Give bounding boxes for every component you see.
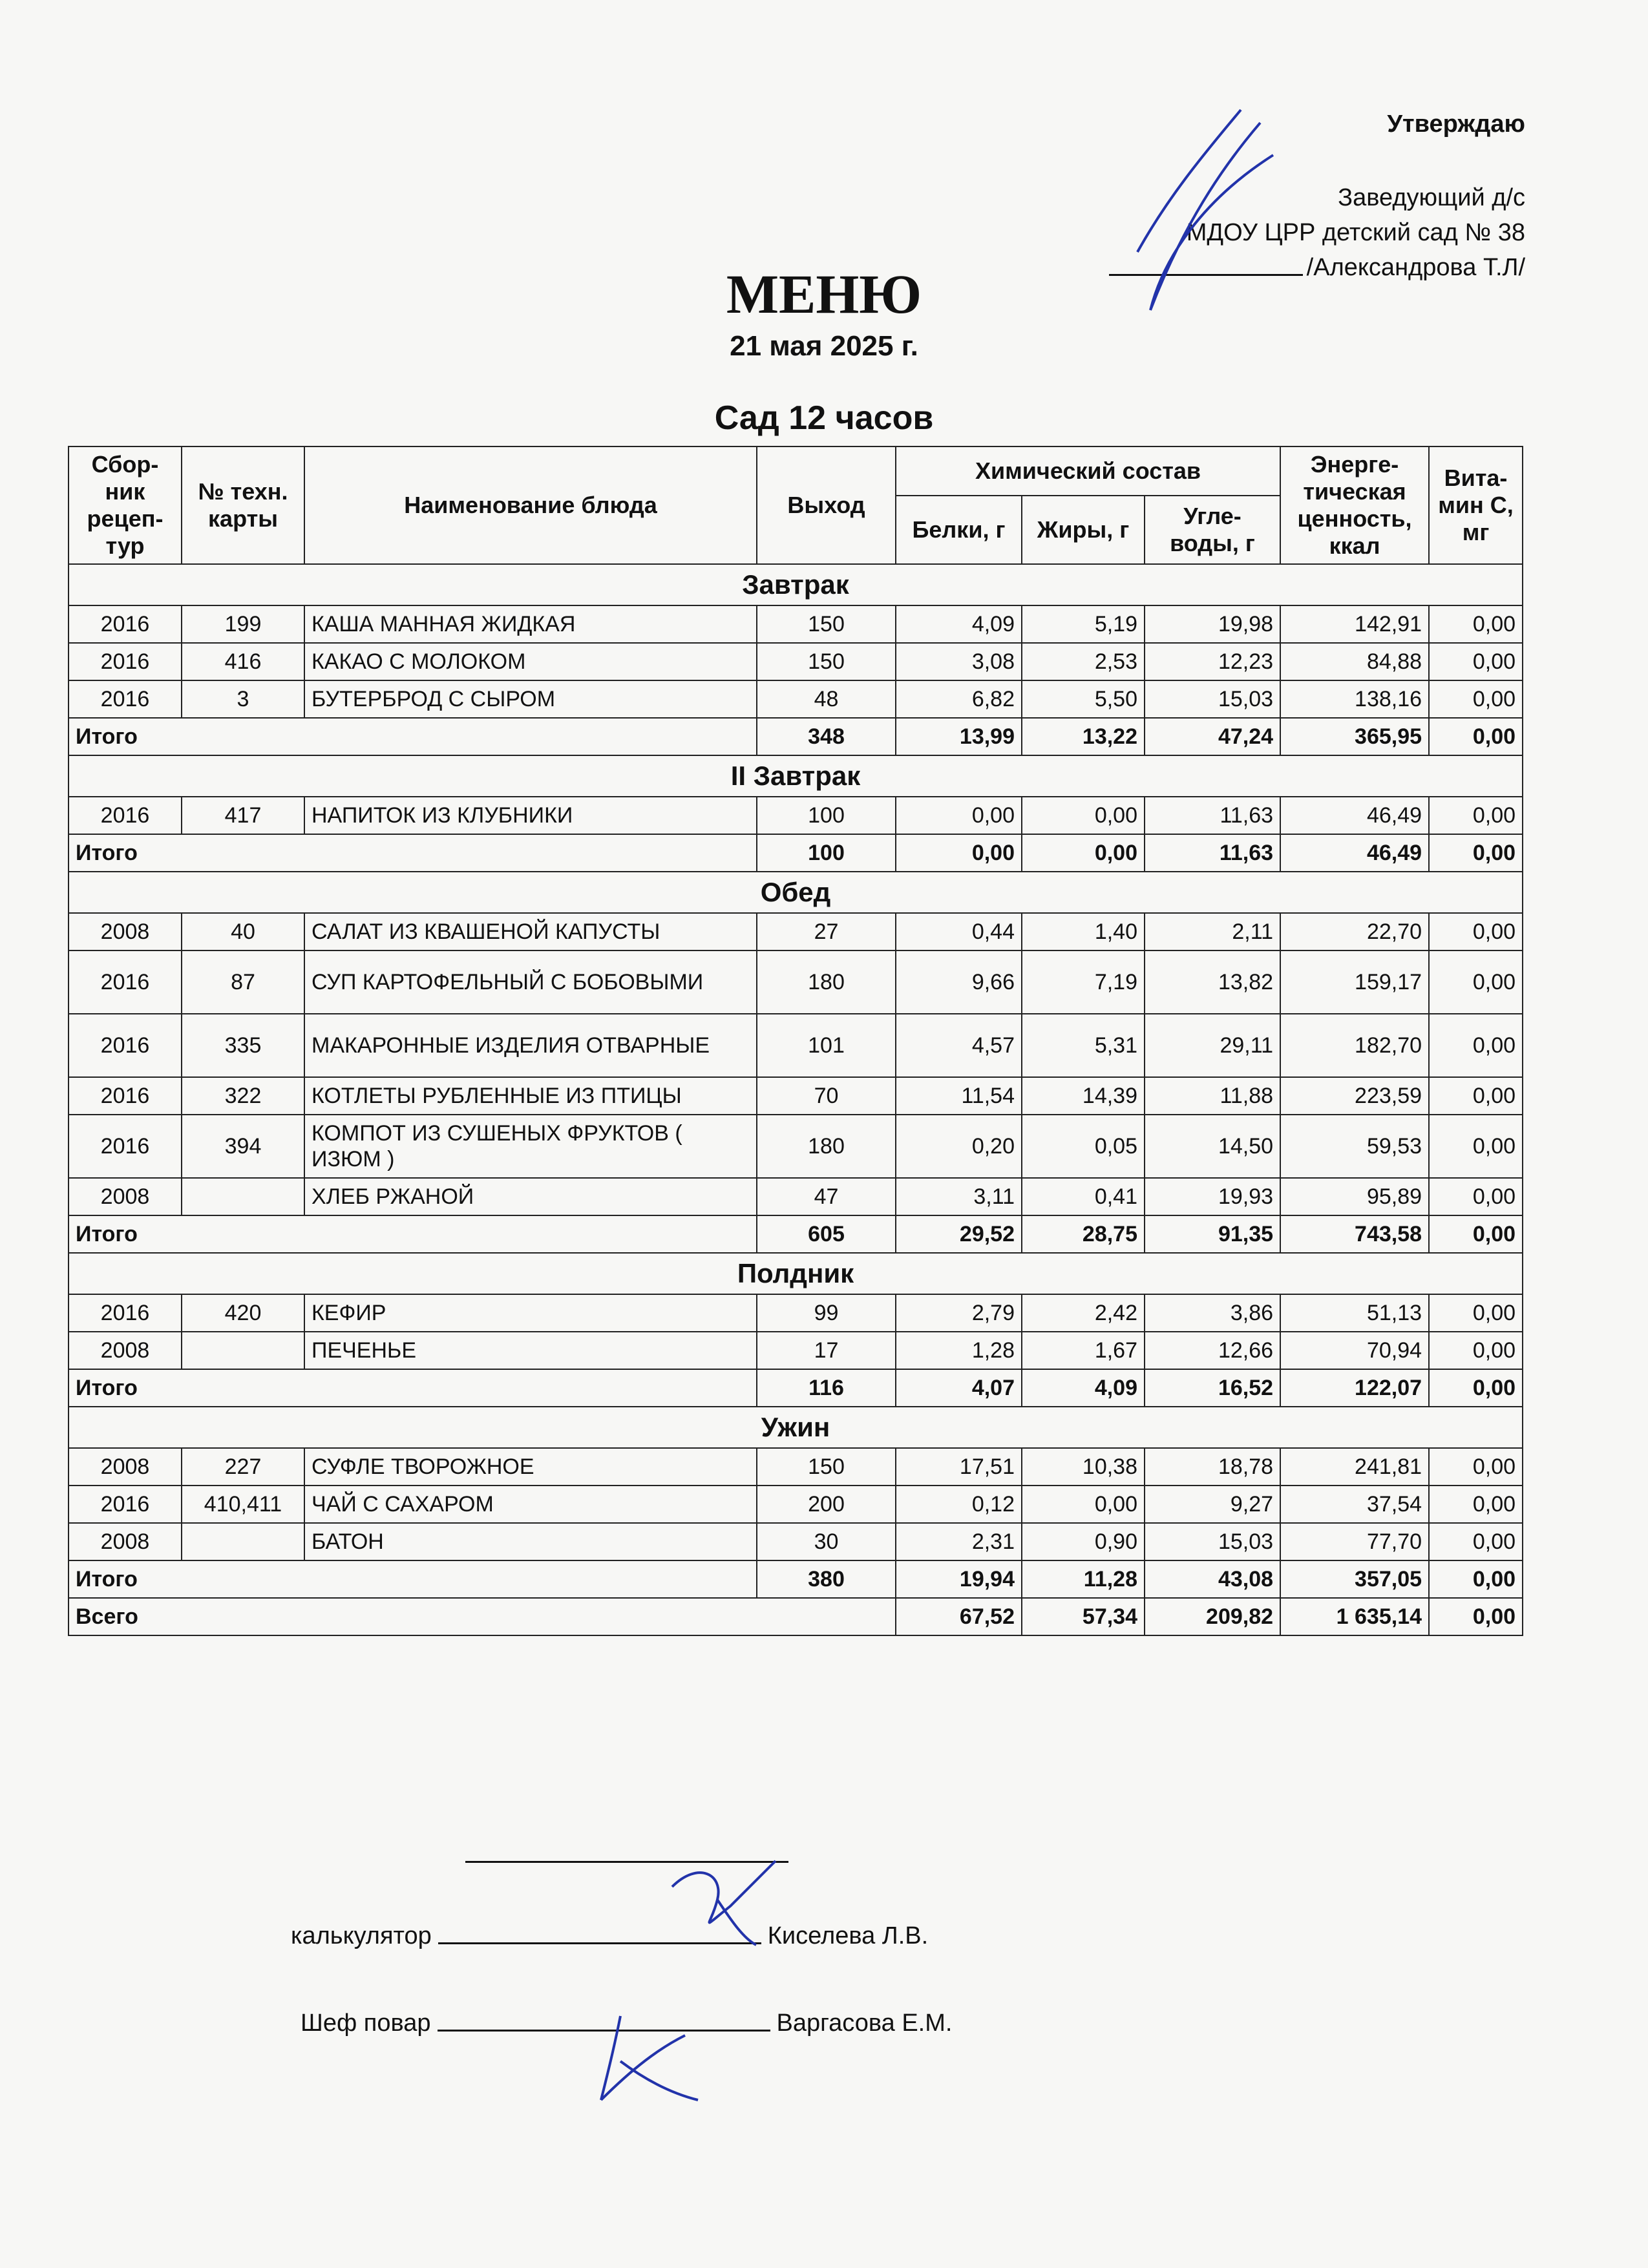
collection-cell: 2016 xyxy=(69,1077,182,1115)
card-number-cell: 322 xyxy=(182,1077,304,1115)
collection-cell: 2016 xyxy=(69,1486,182,1523)
menu-date: 21 мая 2025 г. xyxy=(730,330,918,362)
fat-cell: 0,90 xyxy=(1022,1523,1145,1560)
grand-total-vitamin-cell: 0,00 xyxy=(1429,1598,1523,1635)
energy-cell: 182,70 xyxy=(1280,1014,1429,1077)
table-row xyxy=(69,680,1523,718)
meal-header-row xyxy=(69,872,1523,913)
total-label: Итого xyxy=(69,1215,757,1253)
collection-cell: 2016 xyxy=(69,643,182,680)
fat-cell: 0,00 xyxy=(1022,1486,1145,1523)
yield-cell: 150 xyxy=(757,643,896,680)
table-row xyxy=(69,1178,1523,1215)
total-fat-cell: 4,09 xyxy=(1022,1369,1145,1407)
protein-cell: 4,57 xyxy=(896,1014,1022,1077)
total-protein-cell: 4,07 xyxy=(896,1369,1022,1407)
vitamin-cell: 0,00 xyxy=(1429,680,1523,718)
carbs-cell: 29,11 xyxy=(1145,1014,1280,1077)
protein-cell: 11,54 xyxy=(896,1077,1022,1115)
collection-cell: 2008 xyxy=(69,1523,182,1560)
fat-cell: 7,19 xyxy=(1022,950,1145,1014)
protein-cell: 0,20 xyxy=(896,1115,1022,1178)
fat-cell: 1,40 xyxy=(1022,913,1145,950)
total-row xyxy=(69,1215,1523,1253)
grand-total-row xyxy=(69,1598,1523,1635)
card-number-cell: 335 xyxy=(182,1014,304,1077)
energy-cell: 241,81 xyxy=(1280,1448,1429,1486)
dish-name-cell: КАКАО С МОЛОКОМ xyxy=(304,643,757,680)
header-vitamin: Вита-мин С, мг xyxy=(1429,446,1523,564)
energy-cell: 84,88 xyxy=(1280,643,1429,680)
carbs-cell: 11,63 xyxy=(1145,797,1280,834)
calculator-signature xyxy=(659,1848,801,1951)
meal-title: Ужин xyxy=(69,1407,1523,1448)
total-fat-cell: 0,00 xyxy=(1022,834,1145,872)
grand-total-label: Всего xyxy=(69,1598,896,1635)
approval-organization: МДОУ ЦРР детский сад № 38 xyxy=(1186,219,1525,246)
total-label: Итого xyxy=(69,834,757,872)
fat-cell: 2,53 xyxy=(1022,643,1145,680)
vitamin-cell: 0,00 xyxy=(1429,950,1523,1014)
total-row xyxy=(69,1369,1523,1407)
protein-cell: 2,79 xyxy=(896,1294,1022,1332)
total-energy-cell: 46,49 xyxy=(1280,834,1429,872)
dish-name-cell: НАПИТОК ИЗ КЛУБНИКИ xyxy=(304,797,757,834)
fat-cell: 1,67 xyxy=(1022,1332,1145,1369)
card-number-cell: 417 xyxy=(182,797,304,834)
chef-name: Варгасова Е.М. xyxy=(776,2010,953,2037)
total-protein-cell: 19,94 xyxy=(896,1560,1022,1598)
table-row xyxy=(69,913,1523,950)
group-name: Сад 12 часов xyxy=(714,399,934,437)
carbs-cell: 11,88 xyxy=(1145,1077,1280,1115)
card-number-cell: 420 xyxy=(182,1294,304,1332)
carbs-cell: 19,98 xyxy=(1145,605,1280,643)
card-number-cell: 3 xyxy=(182,680,304,718)
chef-signature xyxy=(582,2010,711,2106)
yield-cell: 70 xyxy=(757,1077,896,1115)
energy-cell: 70,94 xyxy=(1280,1332,1429,1369)
header-collection: Сбор-ник рецеп-тур xyxy=(69,446,182,564)
table-row xyxy=(69,605,1523,643)
yield-cell: 180 xyxy=(757,1115,896,1178)
protein-cell: 3,08 xyxy=(896,643,1022,680)
protein-cell: 1,28 xyxy=(896,1332,1022,1369)
collection-cell: 2008 xyxy=(69,1332,182,1369)
carbs-cell: 3,86 xyxy=(1145,1294,1280,1332)
yield-cell: 48 xyxy=(757,680,896,718)
vitamin-cell: 0,00 xyxy=(1429,1178,1523,1215)
energy-cell: 77,70 xyxy=(1280,1523,1429,1560)
total-carbs-cell: 43,08 xyxy=(1145,1560,1280,1598)
carbs-cell: 9,27 xyxy=(1145,1486,1280,1523)
dish-name-cell: ПЕЧЕНЬЕ xyxy=(304,1332,757,1369)
card-number-cell: 87 xyxy=(182,950,304,1014)
dish-name-cell: МАКАРОННЫЕ ИЗДЕЛИЯ ОТВАРНЫЕ xyxy=(304,1014,757,1077)
collection-cell: 2016 xyxy=(69,605,182,643)
total-vitamin-cell: 0,00 xyxy=(1429,1369,1523,1407)
fat-cell: 0,05 xyxy=(1022,1115,1145,1178)
energy-cell: 51,13 xyxy=(1280,1294,1429,1332)
table-row xyxy=(69,797,1523,834)
total-energy-cell: 357,05 xyxy=(1280,1560,1429,1598)
protein-cell: 2,31 xyxy=(896,1523,1022,1560)
vitamin-cell: 0,00 xyxy=(1429,1115,1523,1178)
dish-name-cell: КОТЛЕТЫ РУБЛЕННЫЕ ИЗ ПТИЦЫ xyxy=(304,1077,757,1115)
fat-cell: 10,38 xyxy=(1022,1448,1145,1486)
carbs-cell: 2,11 xyxy=(1145,913,1280,950)
total-label: Итого xyxy=(69,1560,757,1598)
fat-cell: 0,00 xyxy=(1022,797,1145,834)
table-row xyxy=(69,1448,1523,1486)
dish-name-cell: ХЛЕБ РЖАНОЙ xyxy=(304,1178,757,1215)
carbs-cell: 19,93 xyxy=(1145,1178,1280,1215)
total-protein-cell: 13,99 xyxy=(896,718,1022,755)
menu-table xyxy=(68,446,1523,1636)
collection-cell: 2016 xyxy=(69,950,182,1014)
carbs-cell: 12,23 xyxy=(1145,643,1280,680)
meal-header-row xyxy=(69,1253,1523,1294)
yield-cell: 47 xyxy=(757,1178,896,1215)
yield-cell: 200 xyxy=(757,1486,896,1523)
total-label: Итого xyxy=(69,1369,757,1407)
calculator-name: Киселева Л.В. xyxy=(767,1922,929,1949)
meal-title: Обед xyxy=(69,872,1523,913)
vitamin-cell: 0,00 xyxy=(1429,913,1523,950)
yield-cell: 99 xyxy=(757,1294,896,1332)
yield-cell: 17 xyxy=(757,1332,896,1369)
meal-title: Завтрак xyxy=(69,564,1523,605)
fat-cell: 5,31 xyxy=(1022,1014,1145,1077)
calculator-label: калькулятор xyxy=(291,1922,432,1949)
card-number-cell: 227 xyxy=(182,1448,304,1486)
total-yield-cell: 348 xyxy=(757,718,896,755)
energy-cell: 138,16 xyxy=(1280,680,1429,718)
energy-cell: 142,91 xyxy=(1280,605,1429,643)
vitamin-cell: 0,00 xyxy=(1429,1448,1523,1486)
vitamin-cell: 0,00 xyxy=(1429,1294,1523,1332)
yield-cell: 100 xyxy=(757,797,896,834)
total-protein-cell: 0,00 xyxy=(896,834,1022,872)
energy-cell: 37,54 xyxy=(1280,1486,1429,1523)
yield-cell: 27 xyxy=(757,913,896,950)
card-number-cell: 199 xyxy=(182,605,304,643)
collection-cell: 2008 xyxy=(69,1448,182,1486)
header-card: № техн. карты xyxy=(182,446,304,564)
dish-name-cell: САЛАТ ИЗ КВАШЕНОЙ КАПУСТЫ xyxy=(304,913,757,950)
vitamin-cell: 0,00 xyxy=(1429,605,1523,643)
table-row xyxy=(69,1115,1523,1178)
total-fat-cell: 13,22 xyxy=(1022,718,1145,755)
collection-cell: 2016 xyxy=(69,1115,182,1178)
dish-name-cell: СУФЛЕ ТВОРОЖНОЕ xyxy=(304,1448,757,1486)
header-energy: Энерге-тическая ценность, ккал xyxy=(1280,446,1429,564)
yield-cell: 150 xyxy=(757,1448,896,1486)
protein-cell: 9,66 xyxy=(896,950,1022,1014)
vitamin-cell: 0,00 xyxy=(1429,1486,1523,1523)
meal-title: II Завтрак xyxy=(69,755,1523,797)
total-row xyxy=(69,834,1523,872)
card-number-cell: 416 xyxy=(182,643,304,680)
header-yield: Выход xyxy=(757,446,896,564)
collection-cell: 2016 xyxy=(69,797,182,834)
total-vitamin-cell: 0,00 xyxy=(1429,1215,1523,1253)
total-yield-cell: 116 xyxy=(757,1369,896,1407)
table-row xyxy=(69,1294,1523,1332)
page-title: МЕНЮ xyxy=(726,263,922,325)
grand-total-energy-cell: 1 635,14 xyxy=(1280,1598,1429,1635)
carbs-cell: 18,78 xyxy=(1145,1448,1280,1486)
header-dish: Наименование блюда xyxy=(304,446,757,564)
table-row xyxy=(69,950,1523,1014)
table-row xyxy=(69,1077,1523,1115)
vitamin-cell: 0,00 xyxy=(1429,1077,1523,1115)
total-row xyxy=(69,718,1523,755)
yield-cell: 150 xyxy=(757,605,896,643)
total-protein-cell: 29,52 xyxy=(896,1215,1022,1253)
meal-title: Полдник xyxy=(69,1253,1523,1294)
grand-total-fat-cell: 57,34 xyxy=(1022,1598,1145,1635)
collection-cell: 2016 xyxy=(69,1294,182,1332)
yield-cell: 101 xyxy=(757,1014,896,1077)
energy-cell: 22,70 xyxy=(1280,913,1429,950)
fat-cell: 14,39 xyxy=(1022,1077,1145,1115)
meal-header-row xyxy=(69,564,1523,605)
table-row xyxy=(69,1332,1523,1369)
total-yield-cell: 605 xyxy=(757,1215,896,1253)
total-carbs-cell: 47,24 xyxy=(1145,718,1280,755)
vitamin-cell: 0,00 xyxy=(1429,1332,1523,1369)
protein-cell: 0,44 xyxy=(896,913,1022,950)
card-number-cell xyxy=(182,1523,304,1560)
grand-total-carbs-cell: 209,82 xyxy=(1145,1598,1280,1635)
meal-header-row xyxy=(69,755,1523,797)
protein-cell: 3,11 xyxy=(896,1178,1022,1215)
total-label: Итого xyxy=(69,718,757,755)
card-number-cell xyxy=(182,1178,304,1215)
total-carbs-cell: 11,63 xyxy=(1145,834,1280,872)
vitamin-cell: 0,00 xyxy=(1429,1523,1523,1560)
header-protein: Белки, г xyxy=(896,496,1022,564)
approval-position: Заведующий д/с xyxy=(1338,184,1525,211)
protein-cell: 4,09 xyxy=(896,605,1022,643)
collection-cell: 2016 xyxy=(69,680,182,718)
collection-cell: 2008 xyxy=(69,1178,182,1215)
dish-name-cell: КОМПОТ ИЗ СУШЕНЫХ ФРУКТОВ ( ИЗЮМ ) xyxy=(304,1115,757,1178)
protein-cell: 6,82 xyxy=(896,680,1022,718)
total-yield-cell: 380 xyxy=(757,1560,896,1598)
carbs-cell: 14,50 xyxy=(1145,1115,1280,1178)
header-chem: Химический состав xyxy=(896,446,1280,496)
energy-cell: 223,59 xyxy=(1280,1077,1429,1115)
fat-cell: 0,41 xyxy=(1022,1178,1145,1215)
dish-name-cell: СУП КАРТОФЕЛЬНЫЙ С БОБОВЫМИ xyxy=(304,950,757,1014)
fat-cell: 5,50 xyxy=(1022,680,1145,718)
collection-cell: 2016 xyxy=(69,1014,182,1077)
vitamin-cell: 0,00 xyxy=(1429,1014,1523,1077)
dish-name-cell: БУТЕРБРОД С СЫРОМ xyxy=(304,680,757,718)
yield-cell: 30 xyxy=(757,1523,896,1560)
fat-cell: 5,19 xyxy=(1022,605,1145,643)
table-row xyxy=(69,643,1523,680)
total-yield-cell: 100 xyxy=(757,834,896,872)
approval-heading: Утверждаю xyxy=(1387,110,1525,138)
vitamin-cell: 0,00 xyxy=(1429,797,1523,834)
meal-header-row xyxy=(69,1407,1523,1448)
total-carbs-cell: 16,52 xyxy=(1145,1369,1280,1407)
total-energy-cell: 365,95 xyxy=(1280,718,1429,755)
fat-cell: 2,42 xyxy=(1022,1294,1145,1332)
table-row xyxy=(69,1523,1523,1560)
protein-cell: 0,12 xyxy=(896,1486,1022,1523)
document-title-block xyxy=(0,262,1648,437)
total-carbs-cell: 91,35 xyxy=(1145,1215,1280,1253)
header-carbs: Угле-воды, г xyxy=(1145,496,1280,564)
total-fat-cell: 11,28 xyxy=(1022,1560,1145,1598)
total-vitamin-cell: 0,00 xyxy=(1429,718,1523,755)
vitamin-cell: 0,00 xyxy=(1429,643,1523,680)
dish-name-cell: КЕФИР xyxy=(304,1294,757,1332)
dish-name-cell: ЧАЙ С САХАРОМ xyxy=(304,1486,757,1523)
total-vitamin-cell: 0,00 xyxy=(1429,1560,1523,1598)
card-number-cell: 410,411 xyxy=(182,1486,304,1523)
carbs-cell: 13,82 xyxy=(1145,950,1280,1014)
table-row xyxy=(69,1486,1523,1523)
header-fat: Жиры, г xyxy=(1022,496,1145,564)
grand-total-protein-cell: 67,52 xyxy=(896,1598,1022,1635)
total-fat-cell: 28,75 xyxy=(1022,1215,1145,1253)
card-number-cell: 394 xyxy=(182,1115,304,1178)
total-vitamin-cell: 0,00 xyxy=(1429,834,1523,872)
protein-cell: 17,51 xyxy=(896,1448,1022,1486)
approval-name: /Александрова Т.Л/ xyxy=(1306,254,1525,281)
chef-label: Шеф повар xyxy=(301,2010,431,2037)
dish-name-cell: БАТОН xyxy=(304,1523,757,1560)
dish-name-cell: КАША МАННАЯ ЖИДКАЯ xyxy=(304,605,757,643)
card-number-cell xyxy=(182,1332,304,1369)
collection-cell: 2008 xyxy=(69,913,182,950)
carbs-cell: 15,03 xyxy=(1145,680,1280,718)
energy-cell: 159,17 xyxy=(1280,950,1429,1014)
total-energy-cell: 743,58 xyxy=(1280,1215,1429,1253)
protein-cell: 0,00 xyxy=(896,797,1022,834)
card-number-cell: 40 xyxy=(182,913,304,950)
total-energy-cell: 122,07 xyxy=(1280,1369,1429,1407)
carbs-cell: 15,03 xyxy=(1145,1523,1280,1560)
energy-cell: 95,89 xyxy=(1280,1178,1429,1215)
table-row xyxy=(69,1014,1523,1077)
total-row xyxy=(69,1560,1523,1598)
energy-cell: 46,49 xyxy=(1280,797,1429,834)
carbs-cell: 12,66 xyxy=(1145,1332,1280,1369)
energy-cell: 59,53 xyxy=(1280,1115,1429,1178)
yield-cell: 180 xyxy=(757,950,896,1014)
